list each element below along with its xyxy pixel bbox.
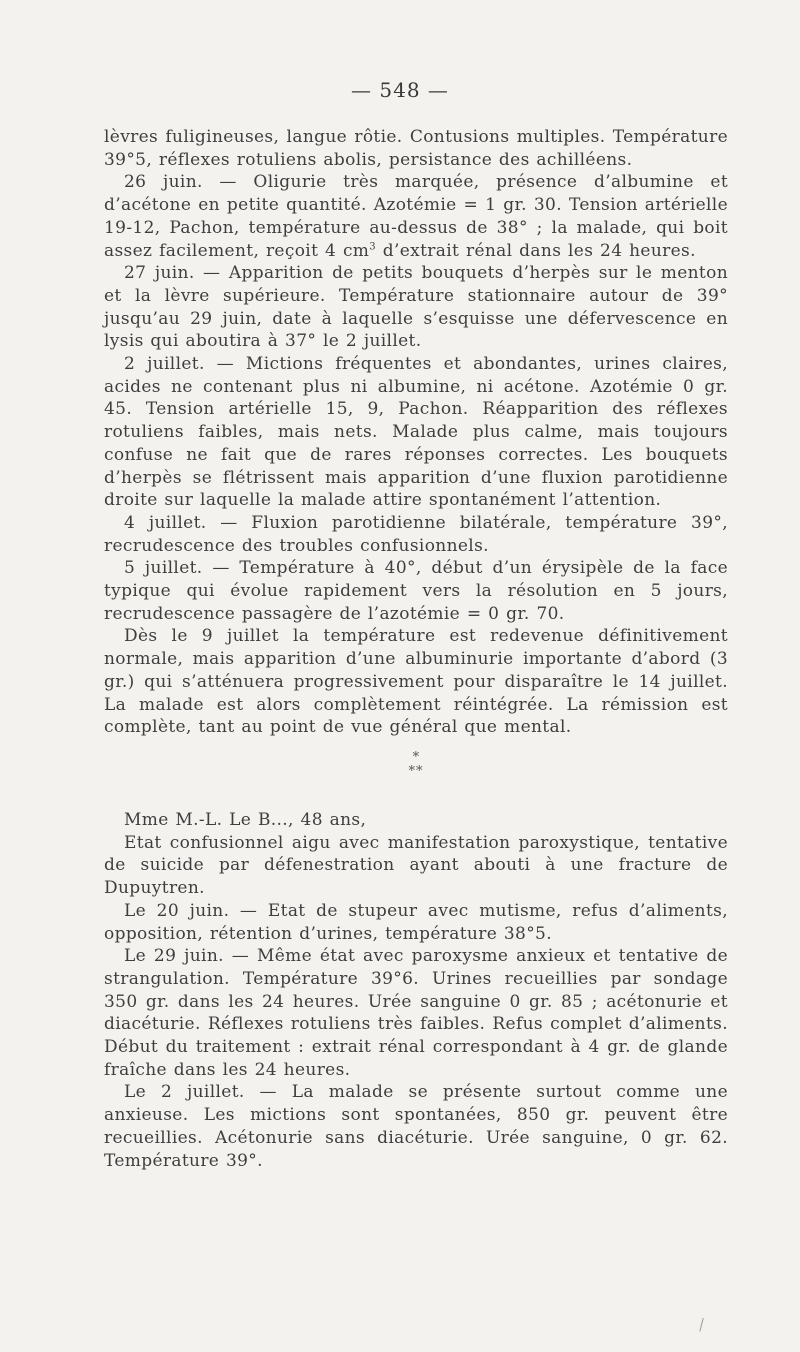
page-number: — 548 — [351, 78, 449, 102]
case-paragraph-3: Le 29 juin. — Même état avec paroxysme anxieux et tentative de strangulation. Température 39°6. Urines recueillies par sondage 350 gr. dans les 24 heures. Urée sanguine 0 gr. 85 ; acétonurie et diacéturie. Réflexes rotuliens très faibles. Refus complet d’aliments. Début du traitement : extrait rénal correspondant à 4 gr. de glande fraîche dans les 24 heures. [104, 946, 728, 1080]
paragraph-2 [104, 171, 728, 262]
paragraph-1: lèvres fuligineuses, langue rôtie. Contusions multiples. Température 39°5, réflexes rotuliens abolis, persistance des achilléens. [104, 127, 728, 170]
page-mark [699, 1318, 705, 1332]
paragraph-6: 5 juillet. — Température à 40°, début d’un érysipèle de la face typique qui évolue rapidement vers la résolution en 5 jours, recrudescence passagère de l’azotémie = 0 gr. 70. [104, 558, 728, 624]
case-heading: Mme M.-L. Le B..., 48 ans, [124, 809, 367, 830]
paragraph-4: 2 juillet. — Mictions fréquentes et abondantes, urines claires, acides ne contenant plus ni albumine, ni acétone. Azotémie 0 gr. 45. Tension artérielle 15, 9, Pachon. Réapparition des réflexes rotuliens faibles, mais nets. Malade plus calme, mais toujours confuse ne fait que de rares réponses correctes. Les bouquets d’herpès se flétrissent mais apparition d’une fluxion parotidienne droite sur laquelle la malade attire spontanément l’attention. [104, 354, 728, 511]
paragraph-7: Dès le 9 juillet la température est redevenue définitivement normale, mais apparition d’une albuminurie importante d’abord (3 gr.) qui s’atténuera progressivement pour disparaître le 14 juillet. La malade est alors complètement réintégrée. La rémission est complète, tant au point de vue général que mental. [104, 626, 728, 738]
asterism-bottom: ** [408, 763, 424, 779]
paragraph-3: 27 juin. — Apparition de petits bouquets d’herpès sur le menton et la lèvre supérieure. Température stationnaire autour de 39° jusqu’au 29 juin, date à laquelle s’esquisse une défervescence en lysis qui aboutira à 37° le 2 juillet. [104, 263, 728, 352]
case-paragraph-1: Etat confusionnel aigu avec manifestation paroxystique, tentative de suicide par défenestration ayant abouti à une fracture de Dupuytren. [104, 832, 728, 899]
paragraph-2-text: 26 juin. — Oligurie très marquée, présence d’albumine et d’acétone en petite quantité. Azotémie = 1 gr. 30. Tension artérielle 19-12, Pachon, température au-dessus de 38° ; la malade, qui boit assez facilement, reçoit 4 cm [104, 172, 728, 261]
body-text [104, 126, 728, 1172]
paragraph-5: 4 juillet. — Fluxion parotidienne bilatérale, température 39°, recrudescence des troubles confusionnels. [104, 512, 728, 556]
asterism-separator [104, 751, 728, 779]
paragraph-2-tail: d’extrait rénal dans les 24 heures. [376, 240, 696, 261]
asterism-top: * [412, 749, 420, 765]
case-paragraph-4: Le 2 juillet. — La malade se présente surtout comme une anxieuse. Les mictions sont spontanées, 850 gr. peuvent être recueillies. Acétonurie sans diacéturie. Urée sanguine, 0 gr. 62. Température 39°. [104, 1082, 728, 1171]
case-paragraph-2: Le 20 juin. — Etat de stupeur avec mutisme, refus d’aliments, opposition, rétention d’urines, température 38°5. [104, 900, 728, 944]
paragraph-2-superscript: 3 [369, 240, 377, 252]
